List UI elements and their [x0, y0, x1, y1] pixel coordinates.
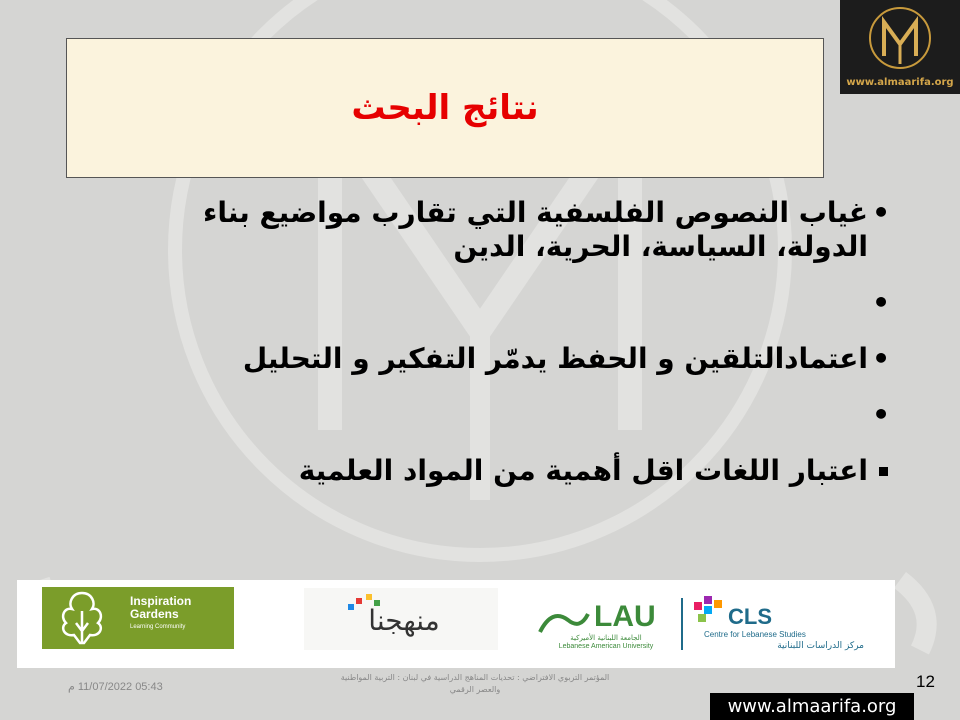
cls-arabic: مركز الدراسات اللبنانية [777, 641, 864, 651]
cls-squares-icon [692, 594, 728, 630]
footer-url: www.almaarifa.org [710, 693, 914, 720]
bullet-item [120, 342, 890, 376]
slide-title: نتائج البحث [351, 88, 539, 128]
bullet-text: غياب النصوص الفلسفية التي تقارب مواضيع بناء [203, 196, 868, 229]
bullet-list [120, 196, 890, 488]
bullet-marker: • [872, 342, 890, 375]
bullet-text: اعتمادالتلقين و الحفظ يدمّر التفكير و التحليل [242, 342, 868, 375]
cls-english: Centre for Lebanese Studies [704, 630, 806, 639]
bullet-text: الدولة، السياسة، الحرية، الدين [453, 230, 868, 263]
almaarifa-logo [840, 0, 960, 94]
almaarifa-logo-url: www.almaarifa.org [846, 77, 954, 88]
inspiration-gardens-logo [42, 587, 234, 649]
bullet-item [120, 454, 890, 488]
bullet-item-empty [120, 398, 890, 432]
bullet-item-empty [120, 286, 890, 320]
bullet-item-continuation [120, 230, 890, 264]
lau-arabic: الجامعة اللبنانية الأميركية [570, 634, 642, 642]
logo-divider [681, 598, 683, 650]
tree-icon [42, 587, 122, 649]
footer-conference-title: المؤتمر التربوي الافتراضي : تحديات المناهج الدراسية في لبنان : التربية المواطنية والعصر الرقمي [340, 673, 610, 694]
inspiration-gardens-text: Inspiration Gardens Learning Community [130, 594, 192, 630]
title-box [66, 38, 824, 178]
footer-date: 05:43 11/07/2022 م [68, 681, 163, 693]
bullet-marker: • [872, 196, 890, 229]
square-bullet-icon [879, 467, 888, 476]
lau-title: LAU [594, 600, 656, 633]
bullet-marker: • [872, 286, 890, 319]
lau-logo [536, 600, 676, 650]
bullet-text: اعتبار اللغات اقل أهمية من المواد العلمية [298, 454, 868, 487]
lau-english: Lebanese American University [558, 643, 654, 650]
manhajuna-text: منهجنا [368, 604, 440, 637]
bullet-item [120, 196, 890, 230]
bullet-marker: • [872, 398, 890, 431]
cls-title: CLS [728, 604, 772, 629]
almaarifa-logo-icon [840, 0, 960, 74]
page-number: 12 [916, 672, 935, 691]
lau-emblem-icon [536, 604, 592, 636]
cls-logo [684, 594, 874, 656]
manhajuna-logo [304, 588, 498, 650]
